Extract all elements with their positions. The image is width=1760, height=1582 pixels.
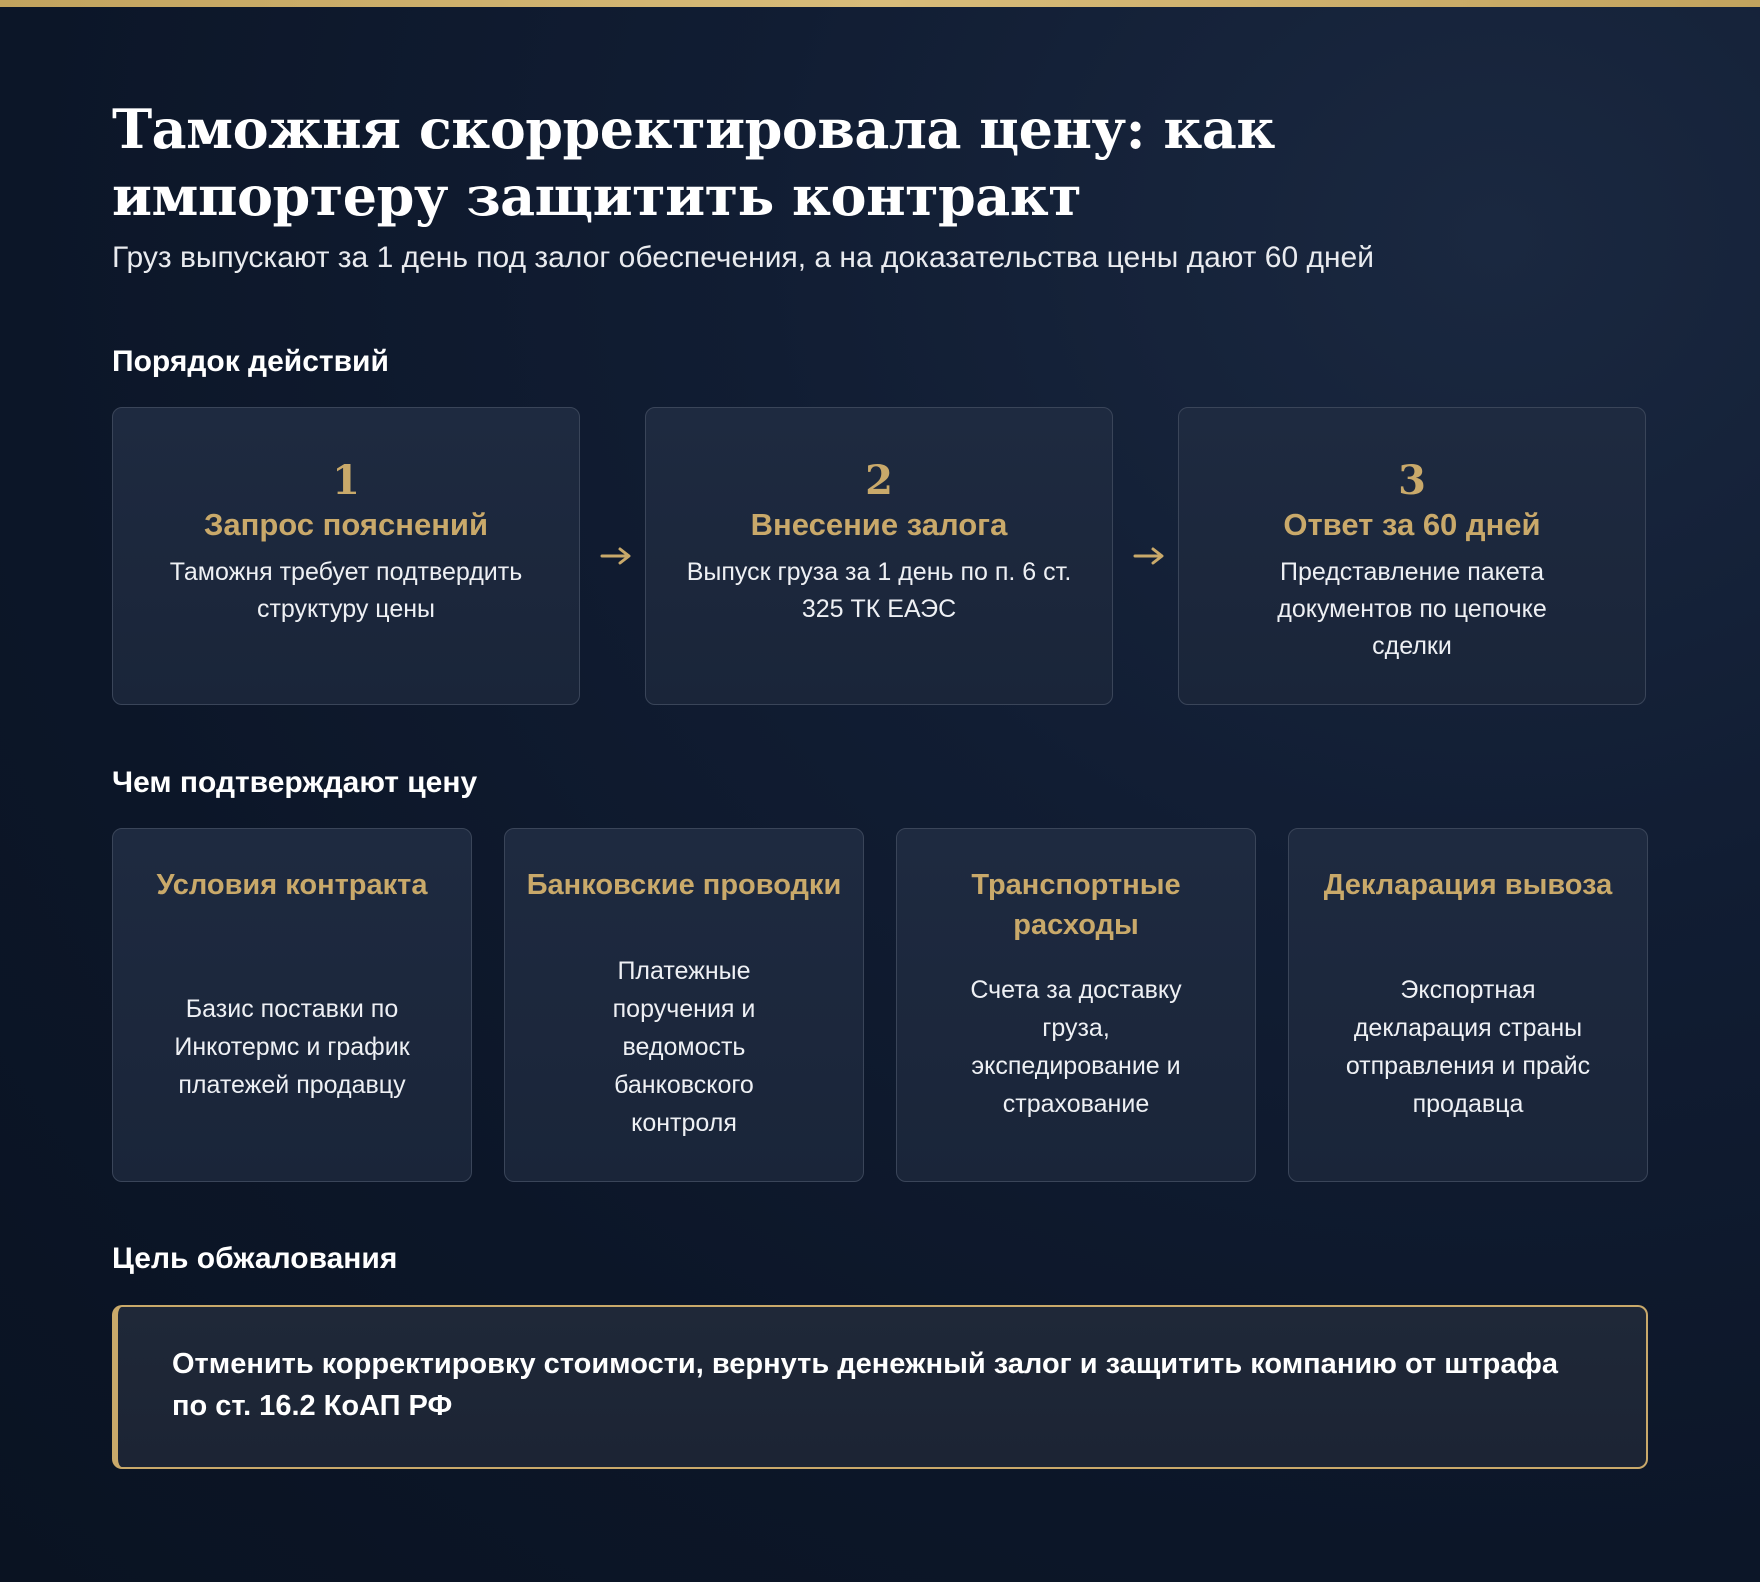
arrow-right-icon — [1131, 541, 1171, 571]
step-description: Выпуск груза за 1 день по п. 6 ст. 325 ТК ЕАЭС — [686, 558, 1072, 623]
step-description: Таможня требует подтвердить структуру цены — [169, 558, 523, 623]
top-accent-bar — [0, 0, 1760, 7]
step-number: 1 — [332, 457, 360, 504]
steps-row — [112, 407, 1648, 707]
step-title: Ответ за 60 дней — [1283, 507, 1541, 542]
page-title: Таможня скорректировала цену: как импортеру защитить контракт — [112, 97, 1275, 228]
step-card-2 — [645, 407, 1113, 705]
proof-heading: Чем подтверждают цену — [112, 766, 478, 799]
proof-card-description: Экспортная декларация страны отправления и прайс продавца — [1345, 976, 1591, 1118]
steps-heading: Порядок действий — [112, 345, 389, 378]
proof-cards-row — [112, 828, 1648, 1184]
arrow-right-icon — [598, 541, 638, 571]
proof-card-transport — [896, 828, 1256, 1182]
proof-card-description: Платежные поручения и ведомость банковского контроля — [612, 957, 756, 1137]
goal-callout — [112, 1305, 1648, 1469]
proof-card-contract — [112, 828, 472, 1182]
step-description: Представление пакета документов по цепочке сделки — [1277, 558, 1547, 660]
step-title: Запрос пояснений — [203, 507, 489, 542]
goal-text: Отменить корректировку стоимости, вернуть денежный залог и защитить компанию от штрафа по ст. 16.2 КоАП РФ — [172, 1348, 1558, 1422]
proof-card-description: Базис поставки по Инкотермс и график платежей продавцу — [174, 995, 410, 1099]
step-title: Внесение залога — [750, 507, 1008, 542]
proof-card-title: Условия контракта — [156, 869, 428, 901]
proof-card-description: Счета за доставку груза, экспедирование и страхование — [970, 976, 1182, 1118]
proof-card-bank — [504, 828, 864, 1182]
proof-card-title: Транспортные расходы — [971, 869, 1181, 941]
step-number: 2 — [865, 457, 893, 504]
proof-card-export — [1288, 828, 1648, 1182]
goal-heading: Цель обжалования — [112, 1242, 398, 1275]
step-number: 3 — [1398, 457, 1426, 504]
proof-card-title: Банковские проводки — [526, 869, 842, 901]
step-card-1 — [112, 407, 580, 705]
page-subtitle: Груз выпускают за 1 день под залог обеспечения, а на доказательства цены дают 60 дней — [112, 241, 1374, 274]
proof-card-title: Декларация вывоза — [1323, 869, 1613, 901]
step-card-3 — [1178, 407, 1646, 705]
page-content — [112, 96, 1648, 1422]
